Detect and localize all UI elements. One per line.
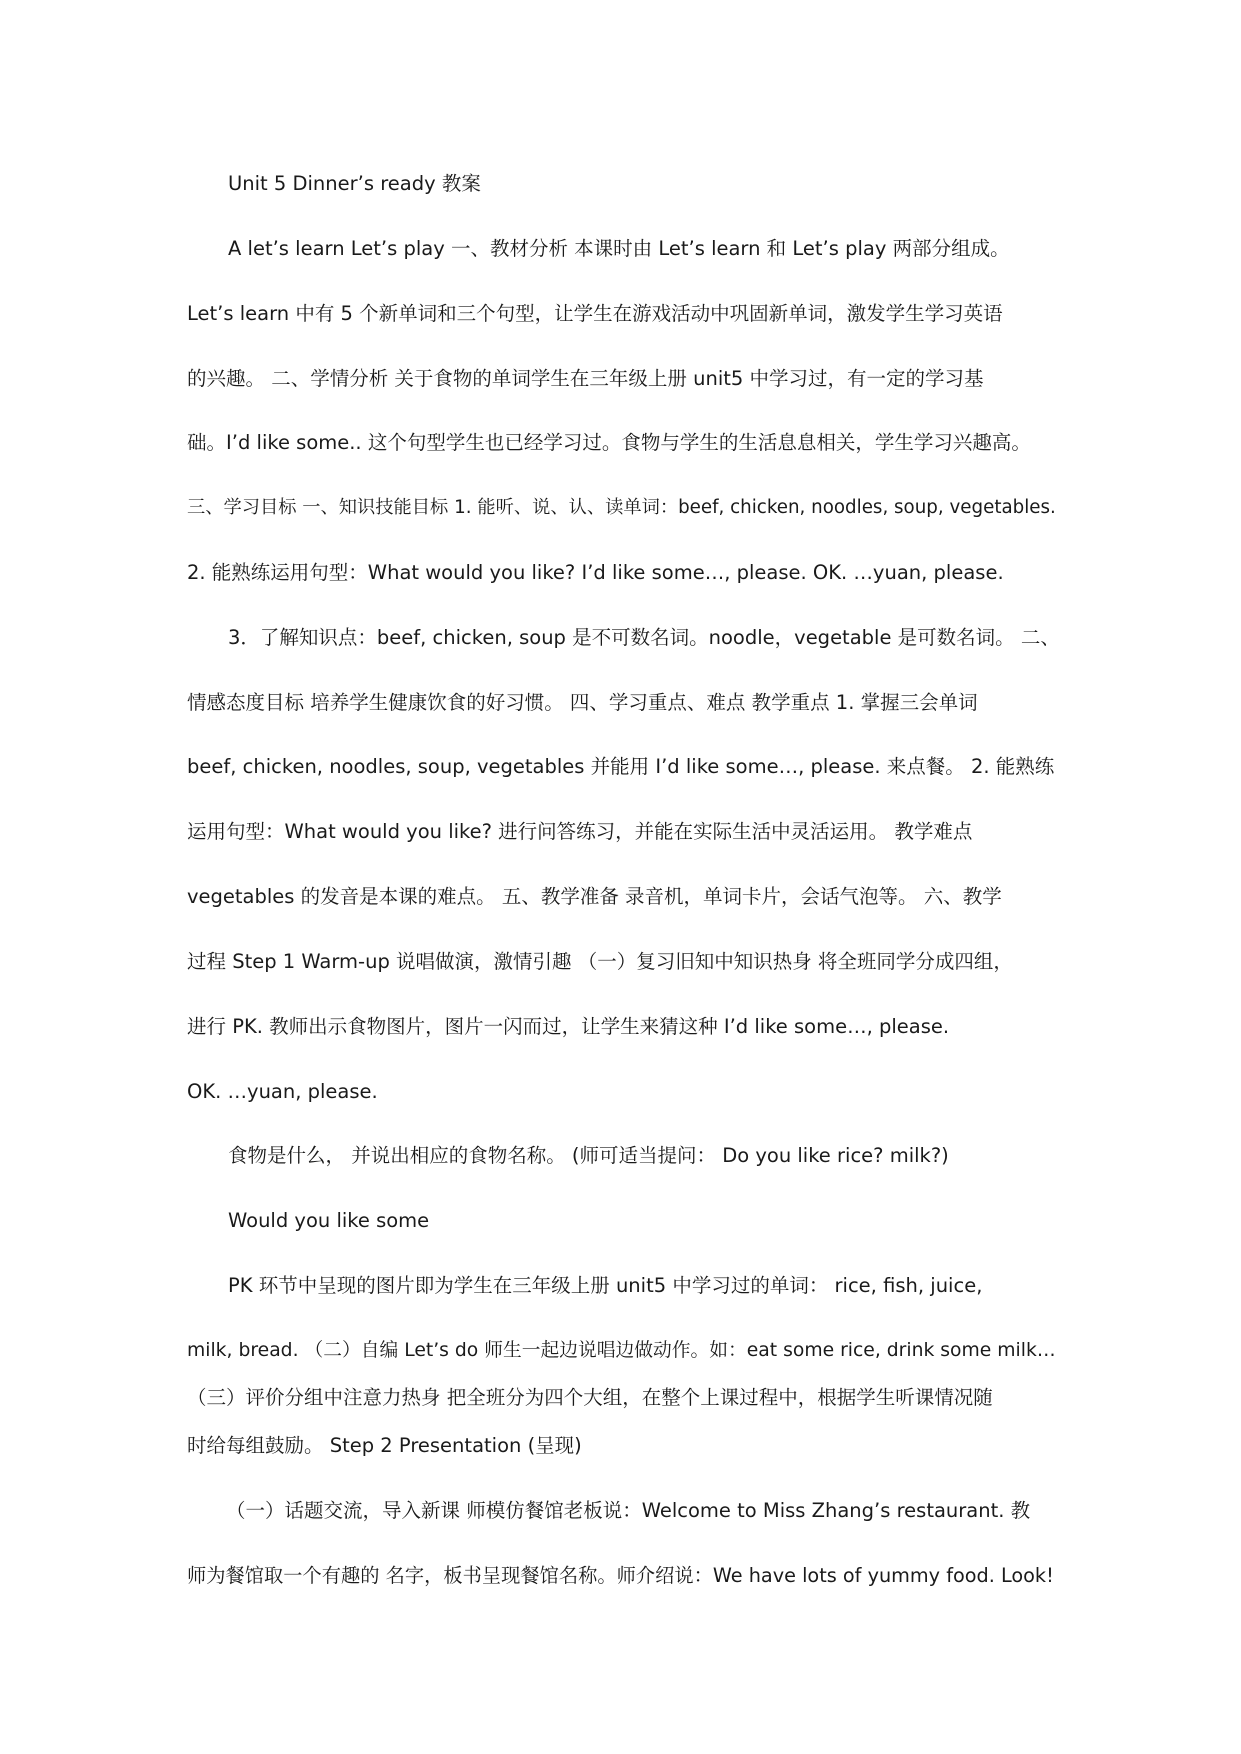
paragraph-line: （一）话题交流，导入新课 师模仿餐馆老板说：Welcome to Miss Zhang’s restaurant. 教: [226, 1499, 1031, 1522]
paragraph-line: 2. 能熟练运用句型：What would you like? I’d like some…, please. OK. …yuan, please.: [187, 561, 1004, 584]
paragraph-line: 础。I’d like some.. 这个句型学生也已经学习过。食物与学生的生活息息相关，学生学习兴趣高。: [187, 431, 1031, 454]
paragraph-line: 食物是什么， 并说出相应的食物名称。 (师可适当提问： Do you like rice? milk?): [228, 1144, 949, 1167]
paragraph-line: A let’s learn Let’s play 一、教材分析 本课时由 Let’s learn 和 Let’s play 两部分组成。: [228, 237, 1010, 260]
document-title: Unit 5 Dinner’s ready 教案: [228, 172, 481, 195]
paragraph-line: beef, chicken, noodles, soup, vegetables 并能用 I’d like some…, please. 来点餐。 2. 能熟练: [187, 755, 1055, 778]
paragraph-line: OK. …yuan, please.: [187, 1080, 378, 1103]
paragraph-line: 三、学习目标 一、知识技能目标 1. 能听、说、认、读单词：beef, chicken, noodles, soup, vegetables.: [187, 497, 1056, 518]
paragraph-line: Let’s learn 中有 5 个新单词和三个句型，让学生在游戏活动中巩固新单词，激发学生学习英语: [187, 302, 1003, 325]
paragraph-line: 进行 PK. 教师出示食物图片，图片一闪而过，让学生来猜这种 I’d like some…, please.: [187, 1015, 950, 1038]
paragraph-line: 师为餐馆取一个有趣的 名字，板书呈现餐馆名称。师介绍说：We have lots of yummy food. Look!: [187, 1564, 1054, 1587]
paragraph-line: vegetables 的发音是本课的难点。 五、教学准备 录音机，单词卡片，会话气泡等。 六、教学: [187, 885, 1002, 908]
paragraph-line: milk, bread. （二）自编 Let’s do 师生一起边说唱边做动作。如：eat some rice, drink some milk…: [187, 1340, 1056, 1361]
paragraph-line: 情感态度目标 培养学生健康饮食的好习惯。 四、学习重点、难点 教学重点 1. 掌握三会单词: [187, 691, 978, 714]
paragraph-line: 过程 Step 1 Warm-up 说唱做演，激情引趣 （一）复习旧知中知识热身 将全班同学分成四组，: [187, 950, 1013, 973]
paragraph-line: （三）评价分组中注意力热身 把全班分为四个大组，在整个上课过程中，根据学生听课情况随: [187, 1386, 993, 1409]
paragraph-line: 3．了解知识点：beef, chicken, soup 是不可数名词。noodle，vegetable 是可数名词。 二、: [228, 626, 1060, 649]
paragraph-line: PK 环节中呈现的图片即为学生在三年级上册 unit5 中学习过的单词： rice, fish, juice,: [228, 1274, 983, 1297]
paragraph-line: 时给每组鼓励。 Step 2 Presentation (呈现): [187, 1434, 582, 1457]
paragraph-line: Would you like some: [228, 1209, 430, 1232]
paragraph-line: 运用句型：What would you like? 进行问答练习，并能在实际生活中灵活运用。 教学难点: [187, 820, 973, 843]
paragraph-line: 的兴趣。 二、学情分析 关于食物的单词学生在三年级上册 unit5 中学习过，有一定的学习基: [187, 367, 984, 390]
